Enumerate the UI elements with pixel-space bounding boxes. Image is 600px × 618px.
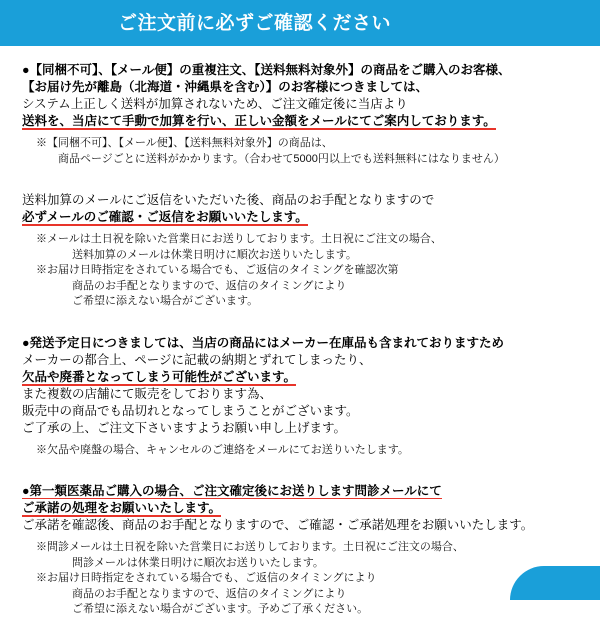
- notice-line: また複数の店舗にて販売をしております為、: [22, 386, 273, 401]
- notice-note: ※【同梱不可】、【メール便】、【送料無料対象外】の商品は、: [36, 137, 333, 149]
- notice-body: [0, 46, 600, 618]
- notice-emphasis-text: ●第一類医薬品ご購入の場合、ご注文確定後にお送りします問診メールにて: [22, 484, 442, 498]
- notice-line: ●発送予定日につきましては、当店の商品にはメーカー在庫品も含まれておりますため: [22, 335, 505, 350]
- notice-emphasis-text: 欠品や廃番となってしまう可能性がございます。: [22, 369, 297, 384]
- notice-line-emphasis: [22, 209, 578, 226]
- notice-line: システム上正しく送料が加算されないため、ご注文確定後に当店より: [22, 97, 408, 111]
- notice-emphasis-text: ご承諾の処理をお願いいたします。: [22, 501, 222, 515]
- notice-note: 商品のお手配となりますので、返信のタイミングにより: [50, 279, 347, 292]
- notice-line-emphasis: [22, 500, 578, 517]
- section-reply-required: [22, 192, 578, 310]
- notice-note: 問診メールは休業日明けに順次お送りいたします。: [50, 556, 324, 569]
- notice-note: ご希望に添えない場合がございます。予めご了承ください。: [50, 603, 369, 615]
- notice-note: ※お届け日時指定をされている場合でも、ご返信のタイミングを確認次第: [36, 264, 399, 276]
- notice-line-emphasis: [22, 369, 578, 386]
- notice-note: ※問診メールは土日祝を除いた営業日にお送りしております。土日祝にご注文の場合、: [36, 541, 464, 553]
- notice-note: 送料加算のメールは休業日明けに順次お送りいたします。: [50, 248, 357, 261]
- notice-line-emphasis: [22, 113, 578, 130]
- notice-emphasis-text: 送料を、当店にて手動で加算を行い、正しい金額をメールにてご案内しております。: [22, 114, 496, 128]
- page-header: [0, 0, 600, 46]
- section-class1-drug: [22, 483, 578, 618]
- notice-note: 商品ページごとに送料がかかります。（合わせて5000円以上でも送料無料にはなりません）: [36, 152, 505, 165]
- notice-line: メーカーの都合上、ページに記載の納期とずれてしまったり、: [22, 352, 372, 367]
- notice-line: 【お届け先が離島（北海道・沖縄県を含む）】のお客様につきましては、: [22, 80, 429, 94]
- notice-emphasis-text: 必ずメールのご確認・ご返信をお願いいたします。: [22, 210, 308, 224]
- notice-note: ※欠品や廃盤の場合、キャンセルのご連絡をメールにてお送りいたします。: [36, 443, 409, 456]
- notice-line: 送料加算のメールにご返信をいただいた後、商品のお手配となりますので: [22, 193, 435, 207]
- section-delivery-date: [22, 335, 578, 459]
- notice-note: ※メールは土日祝を除いた営業日にお送りしております。土日祝にご注文の場合、: [36, 233, 442, 245]
- section-shipping-fee: [22, 62, 578, 167]
- notice-line-emphasis: [22, 483, 578, 500]
- page-title: ご注文前に必ずご確認ください: [118, 12, 392, 34]
- notice-note: ※お届け日時指定をされている場合でも、ご返信のタイミングにより: [36, 572, 377, 584]
- notice-note: ご希望に添えない場合がございます。: [50, 295, 259, 307]
- notice-line: ●【同梱不可】、【メール便】の重複注文、【送料無料対象外】の商品をご購入のお客様、: [22, 63, 511, 77]
- notice-line: 販売中の商品でも品切れとなってしまうことがございます。: [22, 403, 359, 418]
- notice-note: 商品のお手配となりますので、返信のタイミングにより: [50, 587, 347, 600]
- notice-line: ご承諾を確認後、商品のお手配となりますので、ご確認・ご承諾処理をお願いいたします。: [22, 518, 534, 532]
- notice-line: ご了承の上、ご注文下さいますようお願い申し上げます。: [22, 420, 347, 435]
